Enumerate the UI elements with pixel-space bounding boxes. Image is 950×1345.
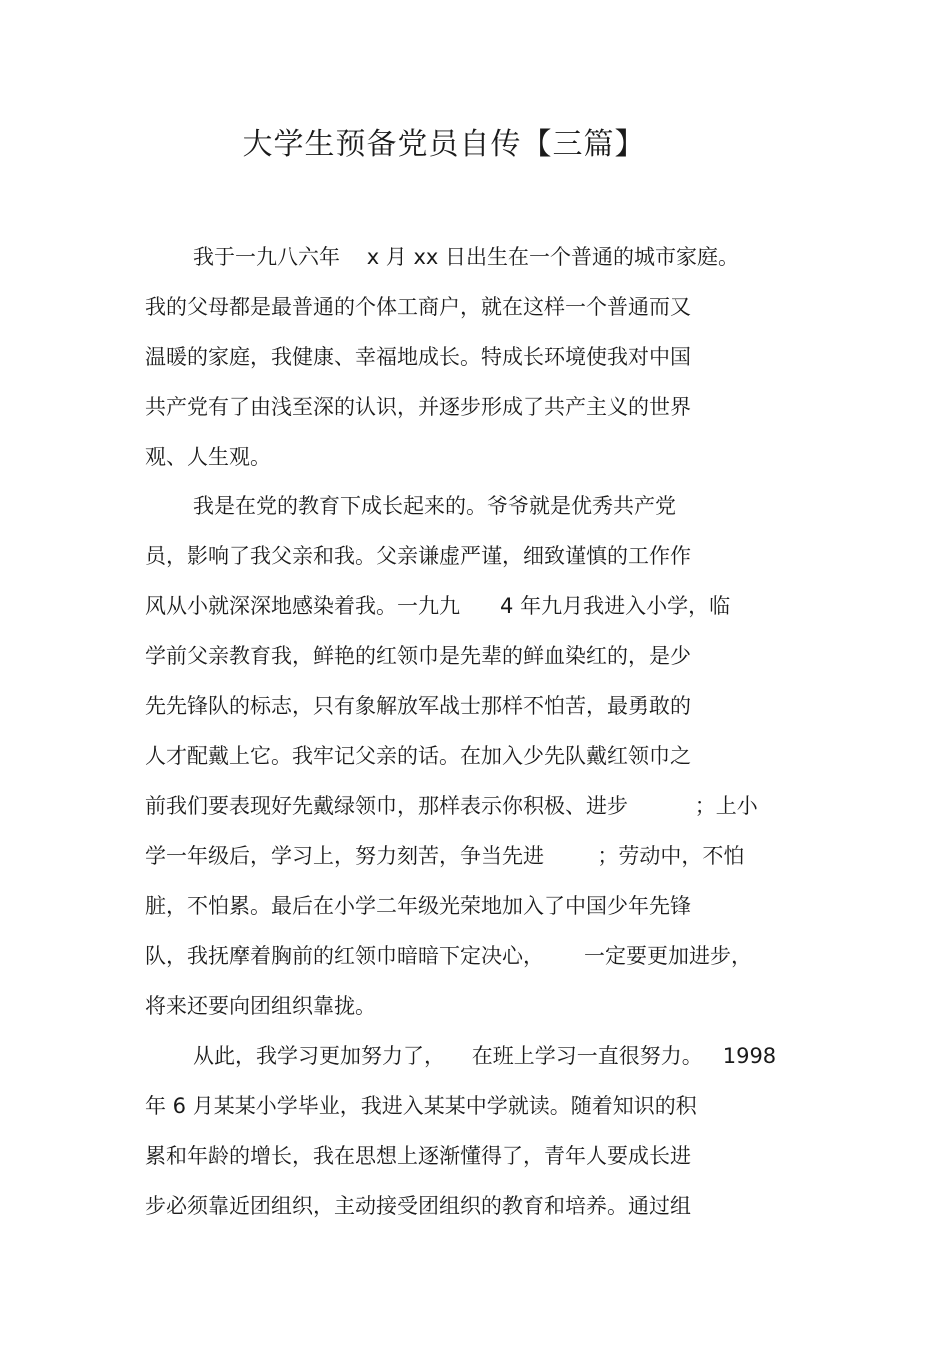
paragraph-line: 步必须靠近团组织，主动接受团组织的教育和培养。通过组 [145, 1194, 691, 1218]
paragraph-line: 年 6 月某某小学毕业，我进入某某中学就读。随着知识的积 [145, 1094, 697, 1118]
paragraph-line: 从此，我学习更加努力了， 在班上学习一直很努力。 1998 [193, 1044, 777, 1068]
paragraph-line: 队，我抚摩着胸前的红领巾暗暗下定决心， 一定要更加进步， [145, 944, 753, 968]
document-title: 大学生预备党员自传【三篇】 [242, 127, 646, 162]
paragraph-line: 共产党有了由浅至深的认识，并逐步形成了共产主义的世界 [145, 395, 691, 419]
paragraph-line: 人才配戴上它。我牢记父亲的话。在加入少先队戴红领巾之 [145, 744, 691, 768]
paragraph-line: 温暖的家庭，我健康、幸福地成长。特成长环境使我对中国 [145, 345, 691, 369]
paragraph-line: 观、人生观。 [145, 445, 271, 469]
paragraph-line: 我于一九八六年 x 月 xx 日出生在一个普通的城市家庭。 [193, 245, 740, 269]
paragraph-line: 学一年级后，学习上，努力刻苦，争当先进 ；劳动中，不怕 [145, 844, 745, 868]
paragraph-line: 脏，不怕累。最后在小学二年级光荣地加入了中国少年先锋 [145, 894, 691, 918]
paragraph-line: 我是在党的教育下成长起来的。爷爷就是优秀共产党 [193, 494, 676, 518]
paragraph-line: 风从小就深深地感染着我。一九九 4 年九月我进入小学，临 [145, 594, 731, 618]
paragraph-line: 先先锋队的标志，只有象解放军战士那样不怕苦，最勇敢的 [145, 694, 691, 718]
paragraph-line: 员，影响了我父亲和我。父亲谦虚严谨，细致谨慎的工作作 [145, 544, 691, 568]
paragraph-line: 将来还要向团组织靠拢。 [145, 994, 376, 1018]
paragraph-line: 累和年龄的增长，我在思想上逐渐懂得了，青年人要成长进 [145, 1144, 691, 1168]
paragraph-line: 我的父母都是最普通的个体工商户，就在这样一个普通而又 [145, 295, 691, 319]
paragraph-line: 学前父亲教育我，鲜艳的红领巾是先辈的鲜血染红的，是少 [145, 644, 691, 668]
paragraph-line: 前我们要表现好先戴绿领巾，那样表示你积极、进步 ；上小 [145, 794, 758, 818]
